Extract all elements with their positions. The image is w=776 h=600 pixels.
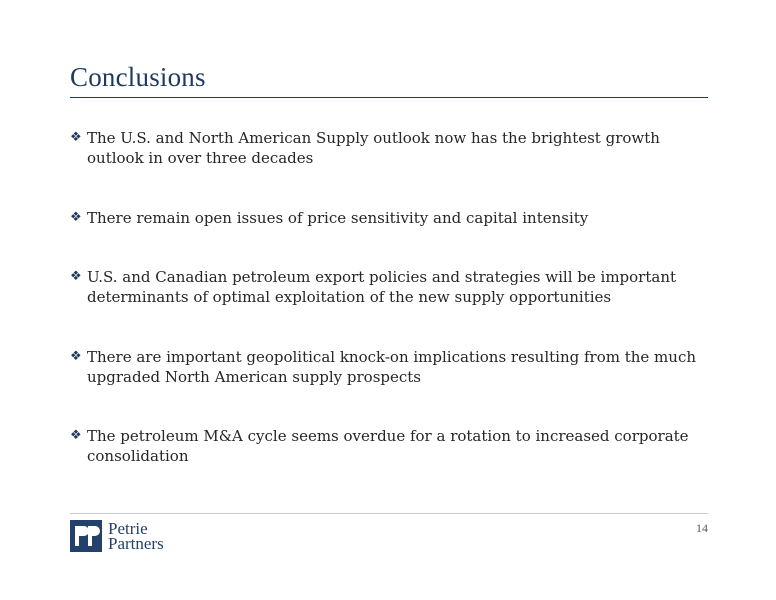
page-number: 14 <box>696 521 708 535</box>
diamond-bullet-icon: ❖ <box>70 428 82 443</box>
logo-wordmark <box>108 521 164 551</box>
bullet-text: The U.S. and North American Supply outlook now has the brightest growth outlook in over three decades <box>87 129 660 167</box>
petrie-partners-logo-icon <box>70 520 102 552</box>
title-divider <box>70 97 708 98</box>
bullet-item <box>70 267 710 307</box>
bullet-text: There remain open issues of price sensitivity and capital intensity <box>87 209 589 227</box>
bullet-text: U.S. and Canadian petroleum export policies and strategies will be important determinants of optimal exploitation of the new supply opportunities <box>87 268 677 306</box>
bullet-text: The petroleum M&A cycle seems overdue for a rotation to increased corporate consolidation <box>87 427 689 465</box>
diamond-bullet-icon: ❖ <box>70 210 82 225</box>
diamond-bullet-icon: ❖ <box>70 130 82 145</box>
logo-line-1: Petrie <box>108 519 148 538</box>
bullet-item <box>70 208 710 228</box>
petrie-partners-logo <box>70 520 164 552</box>
diamond-bullet-icon: ❖ <box>70 269 82 284</box>
footer-divider <box>70 513 708 514</box>
diamond-bullet-icon: ❖ <box>70 349 82 364</box>
logo-line-2: Partners <box>108 534 164 553</box>
slide-title: Conclusions <box>70 62 206 92</box>
bullet-item <box>70 128 710 168</box>
bullet-item <box>70 347 710 387</box>
bullet-item <box>70 426 710 466</box>
bullet-text: There are important geopolitical knock-on implications resulting from the much upgraded North American supply prospects <box>87 348 697 386</box>
